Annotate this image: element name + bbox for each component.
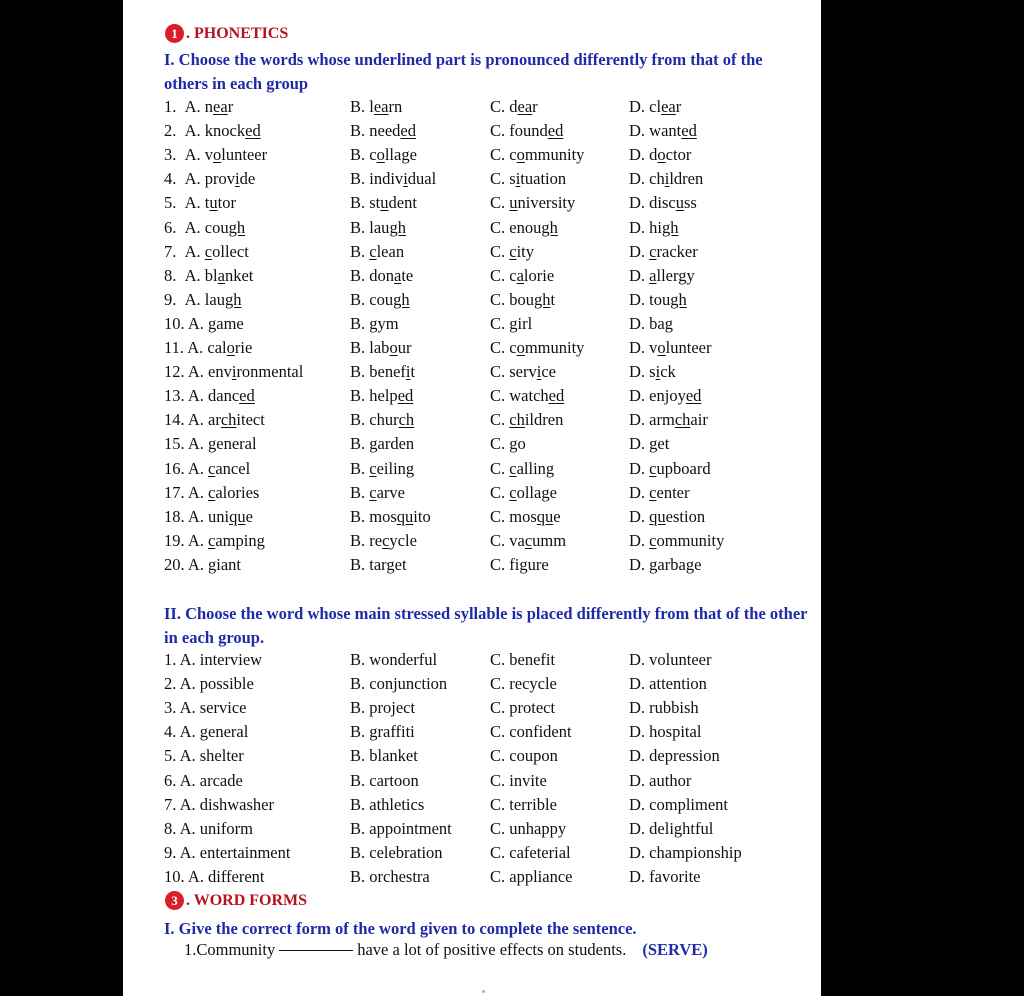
question-row	[0, 97, 1024, 121]
underlined-part: gh	[228, 217, 246, 237]
word-forms-heading	[165, 891, 307, 910]
option-d: D. volunteer	[629, 338, 712, 357]
option-c: C. mosque	[490, 506, 561, 526]
option-b: B. benefit	[350, 362, 416, 382]
option-a: 12. A. environmental	[164, 362, 304, 382]
option-d: D. tough	[629, 289, 687, 309]
option-b: B. graffiti	[350, 722, 415, 742]
option-c: C. figure	[490, 554, 549, 574]
underlined-part: ed	[245, 121, 261, 141]
underlined-part: u	[675, 193, 685, 213]
underlined-part: ed	[547, 121, 564, 141]
question-row	[0, 843, 1024, 867]
option-b: B. clean	[350, 241, 405, 261]
option-b: B. cartoon	[350, 770, 419, 790]
option-a: 16. A. cancel	[164, 458, 251, 478]
option-b: B. celebration	[350, 842, 443, 862]
underlined-part: ea	[517, 97, 533, 116]
option-d: D. garbage	[629, 554, 702, 574]
underlined-part: g	[369, 434, 378, 454]
question-row	[0, 771, 1024, 795]
option-d: D. enjoyed	[629, 386, 702, 406]
option-b: B. student	[350, 193, 417, 213]
option-a: 7. A. dishwasher	[164, 794, 274, 814]
question-row	[0, 218, 1024, 242]
option-c: C. city	[490, 241, 535, 261]
underlined-part: ed	[397, 386, 414, 406]
underlined-part: ch	[509, 410, 525, 430]
underlined-part: gh	[389, 217, 406, 237]
underlined-part: c	[382, 530, 390, 550]
option-c: C. enough	[490, 217, 558, 237]
underlined-part: c	[649, 530, 657, 550]
option-c: C. dear	[490, 97, 538, 116]
question-row	[0, 242, 1024, 266]
option-b: B. mosquito	[350, 506, 431, 526]
option-a: 17. A. calories	[164, 482, 260, 502]
underlined-part: c	[649, 241, 657, 261]
option-d: D. get	[629, 434, 670, 454]
page-mark	[482, 990, 485, 993]
option-a: 10. A. different	[164, 866, 265, 886]
option-d: D. bag	[629, 313, 673, 333]
option-c: C. collage	[490, 482, 557, 502]
underlined-part: c	[369, 241, 377, 261]
word-hint: (SERVE)	[642, 940, 708, 959]
option-a: 3. A. service	[164, 698, 247, 718]
option-c: C. calorie	[490, 265, 555, 285]
option-d: D. cracker	[629, 241, 698, 261]
option-c: C. terrible	[490, 794, 557, 814]
underlined-part: ed	[681, 121, 697, 141]
answer-blank[interactable]	[279, 950, 353, 951]
option-c: C. coupon	[490, 746, 558, 766]
question-row	[0, 698, 1024, 722]
option-a: 9. A. laugh	[164, 289, 242, 309]
underlined-part: u	[509, 193, 518, 213]
option-b: B. orchestra	[350, 866, 430, 886]
option-b: B. carve	[350, 482, 405, 502]
underlined-part: g	[369, 313, 378, 333]
question-row	[0, 386, 1024, 410]
question-row	[0, 314, 1024, 338]
option-c: C. invite	[490, 770, 547, 790]
option-b: B. labour	[350, 338, 412, 357]
question-row	[0, 507, 1024, 531]
option-c: C. founded	[490, 121, 564, 141]
option-d: D. rubbish	[629, 698, 699, 718]
option-a: 5. A. tutor	[164, 193, 236, 213]
underlined-part: i	[655, 362, 661, 382]
underlined-part: c	[524, 530, 533, 550]
option-b: B. garden	[350, 434, 415, 454]
option-b: B. needed	[350, 121, 416, 141]
underlined-part: i	[405, 362, 411, 382]
option-c: C. bought	[490, 289, 556, 309]
option-b: B. blanket	[350, 746, 418, 766]
option-c: C. cafeterial	[490, 842, 571, 862]
underlined-part: ch	[220, 410, 237, 430]
option-b: B. project	[350, 698, 416, 718]
underlined-part: g	[208, 554, 217, 574]
question-text-before: 1.Community	[184, 940, 276, 959]
option-c: C. children	[490, 410, 564, 430]
option-b: B. gym	[350, 313, 399, 333]
option-d: D. armchair	[629, 410, 708, 430]
underlined-part: qu	[396, 506, 414, 526]
underlined-part: ch	[674, 410, 691, 430]
underlined-part: u	[380, 193, 389, 213]
option-a: 1. A. near	[164, 97, 234, 116]
underlined-part: a	[516, 265, 524, 285]
option-b: B. individual	[350, 169, 437, 189]
question-row	[0, 410, 1024, 434]
underlined-part: g	[386, 554, 395, 574]
option-d: D. question	[629, 506, 706, 526]
option-a: 14. A. architect	[164, 410, 265, 430]
question-row	[0, 722, 1024, 746]
option-b: B. donate	[350, 265, 414, 285]
option-b: B. collage	[350, 145, 417, 165]
underlined-part: c	[204, 241, 213, 261]
option-a: 20. A. giant	[164, 554, 242, 574]
option-c: C. community	[490, 338, 585, 357]
option-d: D. discuss	[629, 193, 697, 213]
option-a: 6. A. cough	[164, 217, 246, 237]
underlined-part: g	[208, 434, 217, 454]
question-row	[0, 121, 1024, 145]
question-row	[0, 459, 1024, 483]
option-c: C. vacumm	[490, 530, 567, 550]
part1-instruction: I. Choose the words whose underlined part is pronounced differently from that of the others in each group	[164, 50, 763, 93]
question-row	[0, 531, 1024, 555]
underlined-part: g	[685, 554, 695, 574]
option-c: C. situation	[490, 169, 567, 189]
underlined-part: o	[516, 145, 525, 165]
option-d: D. volunteer	[629, 650, 712, 669]
underlined-part: ea	[661, 97, 676, 116]
underlined-part: c	[208, 530, 216, 550]
underlined-part: g	[509, 313, 518, 333]
option-a: 8. A. blanket	[164, 265, 254, 285]
option-d: D. championship	[629, 842, 742, 862]
option-c: C. university	[490, 193, 576, 213]
option-b: B. helped	[350, 386, 414, 406]
word-forms-instruction: I. Give the correct form of the word given to complete the sentence.	[164, 919, 637, 938]
underlined-part: a	[394, 265, 402, 285]
underlined-part: i	[231, 362, 237, 382]
option-c: C. watched	[490, 386, 565, 406]
question-row	[0, 483, 1024, 507]
option-a: 10. A. game	[164, 313, 244, 333]
question-row	[0, 169, 1024, 193]
option-b: B. appointment	[350, 818, 452, 838]
option-a: 15. A. general	[164, 434, 257, 454]
question-row	[0, 674, 1024, 698]
underlined-part: c	[369, 482, 377, 502]
question-row	[0, 746, 1024, 770]
option-d: D. high	[629, 217, 679, 237]
question-row	[0, 362, 1024, 386]
underlined-part: c	[509, 482, 517, 502]
option-b: B. ceiling	[350, 458, 415, 478]
option-b: B. recycle	[350, 530, 417, 550]
underlined-part: ea	[213, 97, 228, 116]
underlined-part: i	[235, 169, 240, 189]
underlined-part: gh	[224, 289, 242, 309]
underlined-part: gh	[541, 217, 558, 237]
underlined-part: i	[664, 169, 670, 189]
option-d: D. wanted	[629, 121, 697, 141]
underlined-part: gh	[393, 289, 410, 309]
underlined-part: u	[209, 193, 218, 213]
option-c: C. go	[490, 434, 526, 454]
underlined-part: qu	[536, 506, 554, 526]
option-a: 6. A. arcade	[164, 770, 243, 790]
option-a: 11. A. calorie	[164, 338, 253, 357]
underlined-part: i	[536, 362, 542, 382]
option-c: C. community	[490, 145, 585, 165]
underlined-part: o	[516, 338, 525, 357]
option-a: 1. A. interview	[164, 650, 263, 669]
underlined-part: o	[389, 338, 398, 357]
underlined-part: o	[376, 145, 385, 165]
option-c: C. service	[490, 362, 557, 382]
question-row	[0, 193, 1024, 217]
underlined-part: c	[509, 241, 517, 261]
question-row	[0, 819, 1024, 843]
question-row	[0, 266, 1024, 290]
section-title: . PHONETICS	[186, 24, 289, 42]
underlined-part: c	[208, 458, 216, 478]
word-form-question-1	[184, 940, 708, 960]
option-d: D. author	[629, 770, 692, 790]
underlined-part: c	[649, 482, 657, 502]
underlined-part: g	[649, 434, 658, 454]
option-c: C. calling	[490, 458, 555, 478]
question-row	[0, 795, 1024, 819]
option-b: B. conjunction	[350, 674, 448, 694]
option-a: 13. A. danced	[164, 386, 255, 406]
option-c: C. recycle	[490, 674, 557, 694]
underlined-part: gh	[534, 289, 551, 309]
option-b: B. target	[350, 554, 407, 574]
underlined-part: c	[649, 458, 657, 478]
option-a: 18. A. unique	[164, 506, 253, 526]
option-a: 4. A. general	[164, 722, 249, 742]
section-number-badge: 3	[165, 891, 184, 910]
option-b: B. laugh	[350, 217, 406, 237]
option-c: C. girl	[490, 313, 533, 333]
section-number-badge: 1	[165, 24, 184, 43]
option-d: D. doctor	[629, 145, 692, 165]
option-d: D. hospital	[629, 722, 702, 742]
question-row	[0, 338, 1024, 362]
option-a: 19. A. camping	[164, 530, 265, 550]
underlined-part: c	[208, 482, 216, 502]
option-b: B. wonderful	[350, 650, 438, 669]
option-d: D. allergy	[629, 265, 695, 285]
underlined-part: ed	[548, 386, 565, 406]
underlined-part: ch	[398, 410, 415, 430]
option-a: 2. A. possible	[164, 674, 254, 694]
option-a: 5. A. shelter	[164, 746, 244, 766]
underlined-part: g	[664, 313, 673, 333]
option-a: 8. A. uniform	[164, 818, 253, 838]
underlined-part: o	[657, 145, 666, 165]
option-d: D. compliment	[629, 794, 728, 814]
option-c: C. protect	[490, 698, 556, 718]
option-a: 4. A. provide	[164, 169, 256, 189]
option-b: B. athletics	[350, 794, 425, 814]
underlined-part: c	[509, 458, 517, 478]
option-d: D. delightful	[629, 818, 714, 838]
part2-instruction: II. Choose the word whose main stressed syllable is placed differently from that of the other in each group.	[164, 604, 808, 647]
option-a: 2. A. knocked	[164, 121, 261, 141]
option-d: D. children	[629, 169, 704, 189]
phonetics-heading	[165, 24, 288, 43]
option-d: D. community	[629, 530, 725, 550]
underlined-part: ed	[239, 386, 255, 406]
underlined-part: qu	[229, 506, 246, 526]
underlined-part: o	[226, 338, 235, 357]
question-row	[0, 650, 1024, 674]
option-d: D. favorite	[629, 866, 701, 886]
question-row	[0, 555, 1024, 579]
option-b: B. learn	[350, 97, 403, 116]
option-a: 9. A. entertainment	[164, 842, 291, 862]
underlined-part: qu	[649, 506, 666, 526]
option-c: C. benefit	[490, 650, 556, 669]
option-d: D. depression	[629, 746, 720, 766]
underlined-part: gh	[670, 289, 687, 309]
option-d: D. cupboard	[629, 458, 711, 478]
underlined-part: g	[519, 554, 528, 574]
underlined-part: i	[403, 169, 408, 189]
option-c: C. appliance	[490, 866, 573, 886]
option-a: 3. A. volunteer	[164, 145, 268, 165]
option-d: D. sick	[629, 362, 676, 382]
underlined-part: i	[515, 169, 521, 189]
option-d: D. attention	[629, 674, 707, 694]
option-b: B. church	[350, 410, 415, 430]
underlined-part: o	[657, 338, 666, 357]
option-c: C. confident	[490, 722, 572, 742]
question-row	[0, 290, 1024, 314]
underlined-part: o	[213, 145, 222, 165]
underlined-part: gh	[662, 217, 679, 237]
underlined-part: a	[217, 265, 225, 285]
option-a: 7. A. collect	[164, 241, 249, 261]
question-row	[0, 434, 1024, 458]
section-title: . WORD FORMS	[186, 891, 308, 909]
option-d: D. center	[629, 482, 690, 502]
question-row	[0, 867, 1024, 891]
option-d: D. clear	[629, 97, 682, 116]
underlined-part: c	[369, 458, 377, 478]
option-c: C. unhappy	[490, 818, 567, 838]
underlined-part: g	[208, 313, 217, 333]
underlined-part: ed	[400, 121, 416, 141]
underlined-part: g	[509, 434, 518, 454]
question-text-after: have a lot of positive effects on students.	[357, 940, 627, 959]
question-row	[0, 145, 1024, 169]
underlined-part: ed	[685, 386, 702, 406]
underlined-part: a	[649, 265, 657, 285]
underlined-part: ea	[373, 97, 389, 116]
option-b: B. cough	[350, 289, 410, 309]
